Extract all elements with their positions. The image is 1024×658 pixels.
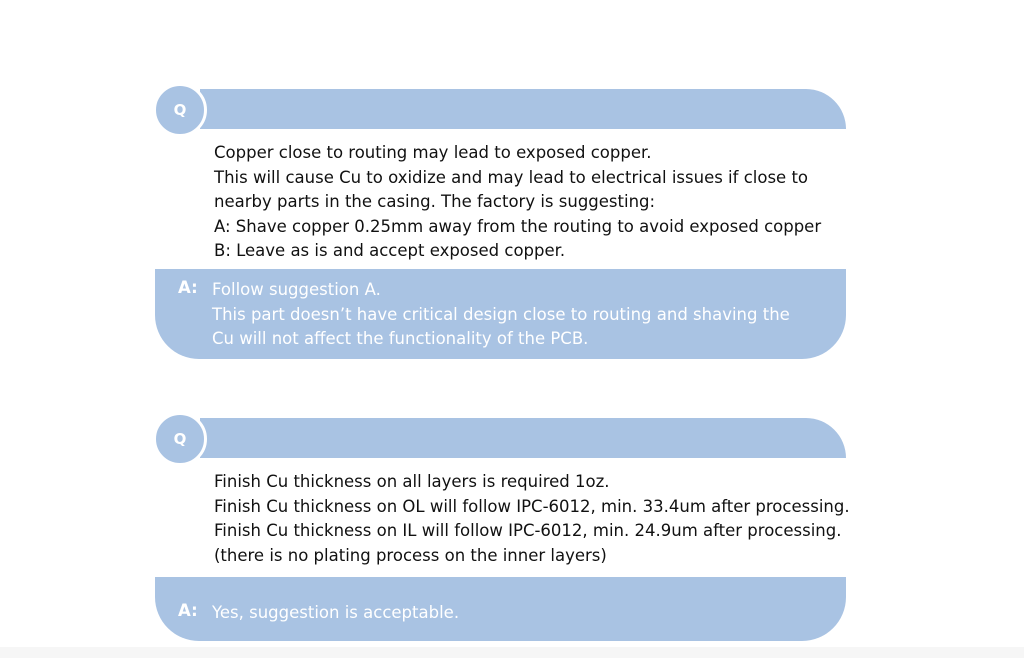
question-badge: Q xyxy=(153,83,207,137)
question-line: nearby parts in the casing. The factory is suggesting: xyxy=(214,192,656,211)
question-line: Finish Cu thickness on all layers is required 1oz. xyxy=(214,472,610,491)
question-line: Finish Cu thickness on OL will follow IPC-6012, min. 33.4um after processing. xyxy=(214,496,850,516)
question-line: Finish Cu thickness on IL will follow IPC-6012, min. 24.9um after processing. xyxy=(214,521,842,540)
question-badge: Q xyxy=(153,412,207,466)
question-line: Copper close to routing may lead to exposed copper. xyxy=(214,143,652,162)
question-line: (there is no plating process on the inner layers) xyxy=(214,545,607,565)
answer-text xyxy=(212,278,790,352)
answer-line: This part doesn’t have critical design close to routing and shaving the xyxy=(212,304,790,324)
question-text xyxy=(214,470,850,568)
answer-line: Yes, suggestion is acceptable. xyxy=(212,603,460,622)
answer-text xyxy=(212,601,459,626)
answer-line: Cu will not affect the functionality of the PCB. xyxy=(212,329,589,348)
question-line: A: Shave copper 0.25mm away from the routing to avoid exposed copper xyxy=(214,216,822,236)
question-header-bar xyxy=(200,89,846,129)
answer-line: Follow suggestion A. xyxy=(212,280,381,299)
question-header-bar xyxy=(200,418,846,458)
question-line: This will cause Cu to oxidize and may lead to electrical issues if close to xyxy=(214,167,809,187)
question-text xyxy=(214,141,834,264)
answer-label: A: xyxy=(178,278,198,297)
question-line: B: Leave as is and accept exposed copper. xyxy=(214,241,566,260)
answer-panel xyxy=(155,577,846,641)
answer-label: A: xyxy=(178,601,198,620)
page-bottom-edge xyxy=(0,647,1024,658)
answer-panel xyxy=(155,269,846,359)
